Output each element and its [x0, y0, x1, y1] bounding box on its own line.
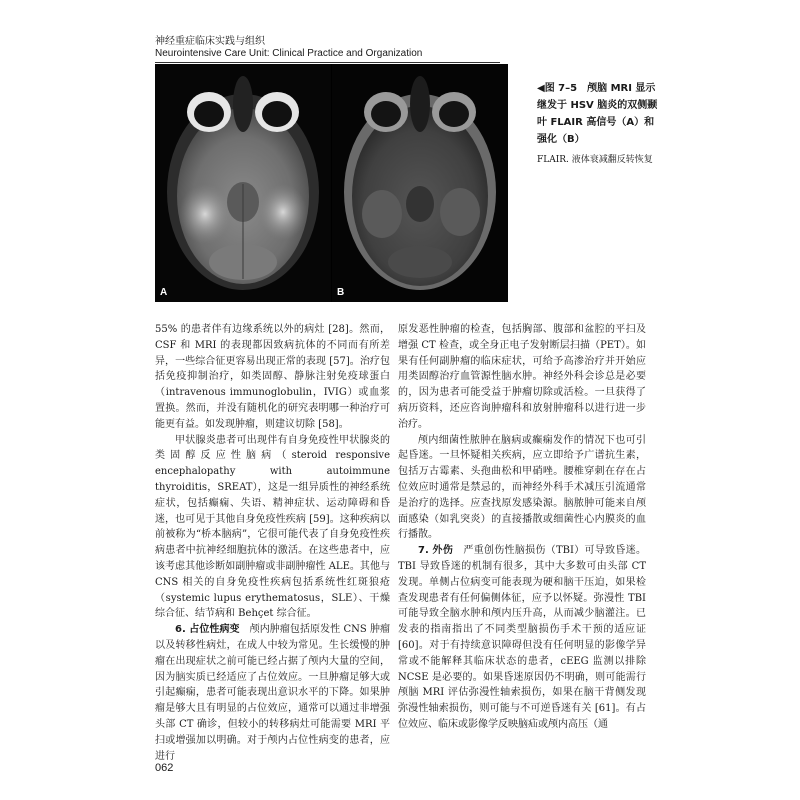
header-rule — [155, 62, 500, 63]
panel-a-label: A — [160, 287, 168, 298]
mri-image-a — [155, 64, 331, 302]
figure-caption — [537, 80, 662, 167]
right-section-heading: 7. 外伤 — [418, 545, 454, 557]
right-paragraph-3 — [398, 543, 646, 733]
left-paragraph-1: 55% 的患者伴有边缘系统以外的病灶 [28]。然而，CSF 和 MRI 的表现都因致病抗体的不同而有所差异，一些综合征更容易出现正常的表现 [57]。治疗包括免疫抑制治疗，如类固醇、静脉注射免疫球蛋白（intravenous immunoglobulin，IVIG）或血浆置换。然而，并没有随机化的研究表明哪一种治疗可能更有益。如发现肿瘤，则建议切除 [58]。 — [155, 324, 390, 430]
left-paragraph-3-text: 颅内肿瘤包括原发性 CNS 肿瘤以及转移性病灶，在成人中较为常见。生长缓慢的肿瘤在出现症状之前可能已经占据了颅内大量的空间，因为脑实质已经适应了占位效应。一旦肿瘤足够大或引起癫痫，患者可能表现出意识水平的下降。如果肿瘤是够大且有明显的占位效应，通常可以通过非增强头部 CT 确诊，但较小的转移病灶可能需要 MRI 平扫或增强加以明确。对于颅内占位性病变的患者，应进行 — [155, 624, 391, 762]
running-header — [155, 36, 755, 60]
mri-figure — [155, 64, 508, 302]
left-paragraph-3 — [155, 622, 390, 764]
left-paragraph-2: 甲状腺炎患者可出现伴有自身免疫性甲状腺炎的类固醇反应性脑病（steroid responsive encephalopathy with autoimmune thyroiditis，SREAT），这是一组异质性的神经系统症状，包括癫痫、失语、精神症状、运动障碍和昏迷，也可见于其他自身免疫性疾病 [59]。这种疾病以前被称为“桥本脑病”，它很可能代表了自身免疫性疾病患者中抗神经细胞抗体的激活。在这些患者中，应该考虑其他诊断如副肿瘤或非副肿瘤性 ALE。其他与 CNS 相关的自身免疫性疾病包括系统性红斑狼疮（systemic lupus erythematosus，SLE）、干燥综合征、结节病和 Behçet 综合征。 — [155, 434, 390, 620]
mri-panel-b — [332, 64, 508, 302]
panel-b-label: B — [337, 287, 345, 298]
header-title-en: Neurointensive Care Unit: Clinical Practice and Organization — [155, 48, 423, 59]
mri-image-b — [332, 64, 508, 302]
figure-caption-text: ◀图 7–5 颅脑 MRI 显示继发于 HSV 脑炎的双侧颞叶 FLAIR 高信号（A）和强化（B） — [537, 83, 658, 145]
right-paragraph-3-text: 严重创伤性脑损伤（TBI）可导致昏迷。TBI 导致昏迷的机制有很多，其中大多数可由头部 CT 发现。单侧占位病变可能表现为硬和脑干压迫，如果检查发现患者有任何偏侧体征，应予以怀疑。弥漫性 TBI 可能导致全脑水肿和颅内压升高，从而减少脑灌注。已发表的指南指出了不同类型脑损伤手术干预的适应证 [60]。对于有持续意识障碍但没有任何明显的影像学异常或不能解释其临床状态的患者，cEEG 监测以排除 NCSE 是必要的。如果昏迷原因仍不明确，则可能需行颅脑 MRI 评估弥漫性轴索损伤，如果在脑干背侧发现弥漫性轴索损伤，则可能与不可逆昏迷有关 [61]。有占位效应、临床或影像学反映脑疝或颅内高压（通 — [398, 545, 646, 730]
page-number: 062 — [155, 762, 174, 774]
header-title-zh: 神经重症临床实践与组织 — [155, 36, 265, 47]
figure-caption-note: FLAIR. 液体衰减翻反转恢复 — [537, 155, 653, 165]
left-section-heading: 6. 占位性病变 — [175, 624, 240, 636]
right-paragraph-1: 原发恶性肿瘤的检查，包括胸部、腹部和盆腔的平扫及增强 CT 检查，或全身正电子发射断层扫描（PET）。如果有任何副肿瘤的临床症状，可给予高渗治疗并开始应用类固醇治疗血管源性脑水肿。神经外科会诊总是必要的，因为患者可能受益于肿瘤切除或活检。一旦获得了病历资料，还应咨询肿瘤科和放射肿瘤科以进行进一步治疗。 — [398, 324, 646, 430]
mri-panel-a — [155, 64, 331, 302]
right-paragraph-2: 颅内细菌性脓肿在脑病或癫痫发作的情况下也可引起昏迷。一旦怀疑相关疾病，应立即给予广谱抗生素，包括万古霉素、头孢曲松和甲硝唑。腰椎穿刺在存在占位效应时通常是禁忌的，而神经外科手术减压引流通常是治疗的选择。应查找原发感染源。脑脓肿可能来自颅面感染（如乳突炎）的直接播散或细菌性心内膜炎的血行播散。 — [398, 434, 646, 541]
left-column — [155, 322, 390, 764]
right-column — [398, 322, 646, 733]
